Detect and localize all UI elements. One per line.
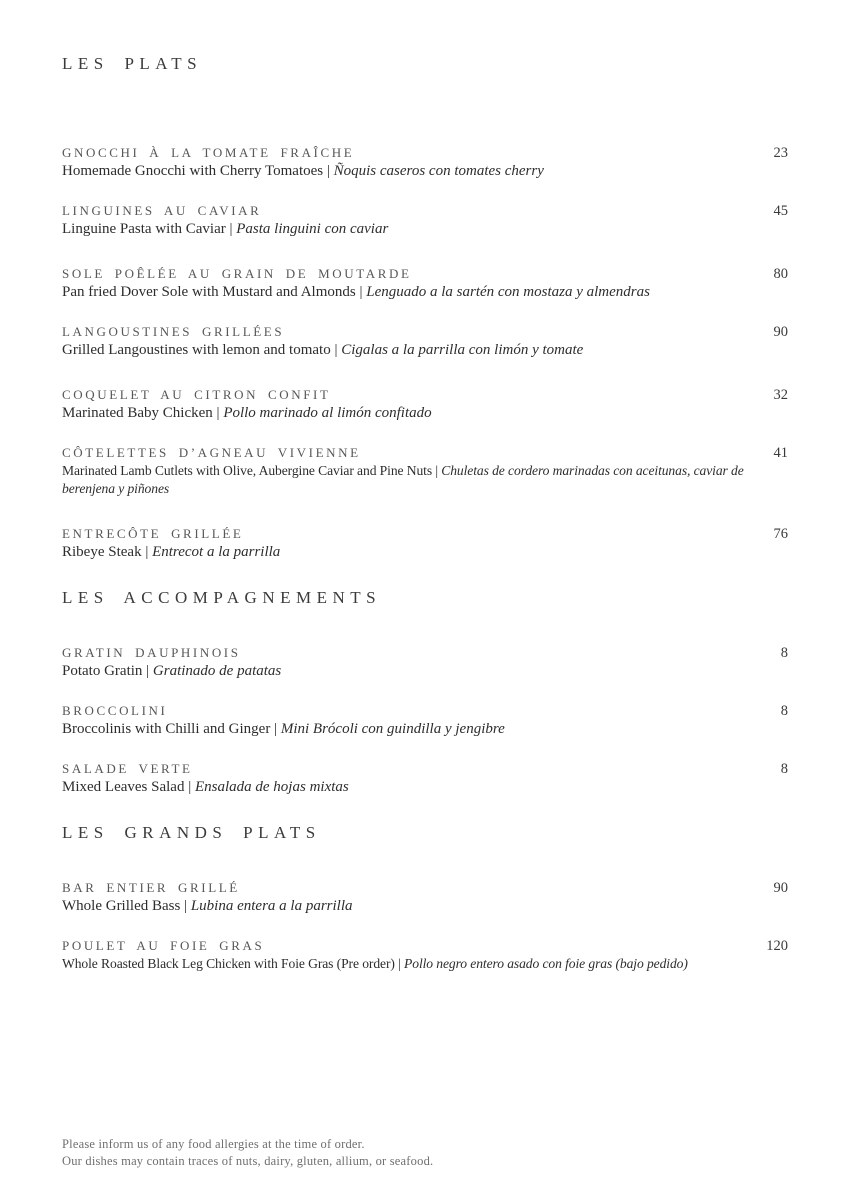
menu-item-price: 8: [780, 761, 788, 777]
menu-item-header: [62, 386, 788, 404]
menu-item-header: [62, 323, 788, 341]
description-separator: |: [432, 463, 442, 478]
menu-item-price: 90: [773, 324, 788, 340]
menu-item-header: [62, 760, 788, 778]
menu-item-description-english: Linguine Pasta with Caviar: [62, 221, 226, 237]
description-separator: |: [142, 663, 153, 679]
menu-item-description-spanish: Pasta linguini con caviar: [236, 221, 389, 237]
menu-item-price: 41: [773, 445, 788, 461]
menu-item-description-english: Marinated Baby Chicken: [62, 405, 213, 421]
menu-item-description-english: Grilled Langoustines with lemon and tomato: [62, 342, 331, 358]
menu-item-description: [62, 404, 752, 422]
menu-item-name: ENTRECÔTE GRILLÉE: [62, 526, 244, 541]
menu-item-description-english: Mixed Leaves Salad: [62, 779, 185, 795]
menu-item: [62, 323, 788, 359]
menu-item-name: POULET AU FOIE GRAS: [62, 938, 265, 953]
menu-item-description: [62, 162, 752, 180]
menu-item: [62, 144, 788, 180]
menu-item-description: [62, 462, 752, 498]
menu-item-description-spanish: Mini Brócoli con guindilla y jengibre: [280, 721, 505, 737]
menu-sections: [62, 54, 788, 973]
menu-item-description-spanish: Cigalas a la parrilla con limón y tomate: [341, 342, 584, 358]
menu-item-header: [62, 937, 788, 955]
description-separator: |: [270, 721, 281, 737]
menu-item-header: [62, 444, 788, 462]
menu-item-description-spanish: Lubina entera a la parrilla: [190, 898, 353, 914]
menu-item-name: LINGUINES AU CAVIAR: [62, 203, 262, 218]
menu-item: [62, 644, 788, 680]
description-separator: |: [330, 342, 342, 358]
menu-item: [62, 879, 788, 915]
menu-item: [62, 525, 788, 561]
menu-section: [62, 54, 788, 561]
menu-item-description-spanish: Ensalada de hojas mixtas: [194, 779, 349, 795]
section-heading: LES GRANDS PLATS: [62, 823, 321, 842]
description-separator: |: [184, 779, 195, 795]
menu-item-name: BAR ENTIER GRILLÉ: [62, 880, 240, 895]
menu-item-group: [62, 144, 788, 238]
menu-item-description-spanish: Pollo marinado al limón confitado: [223, 405, 432, 421]
menu-item-header: [62, 144, 788, 162]
menu-section: [62, 823, 788, 973]
description-separator: |: [225, 221, 237, 237]
menu-item-price: 45: [773, 203, 788, 219]
menu-item-group: [62, 525, 788, 561]
menu-item-header: [62, 879, 788, 897]
menu-item: [62, 265, 788, 301]
menu-item-description-english: Whole Roasted Black Leg Chicken with Foie Gras (Pre order): [62, 956, 395, 971]
menu-item-header: [62, 202, 788, 220]
menu-item-description: [62, 662, 752, 680]
menu-item-description-english: Ribeye Steak: [62, 544, 142, 560]
menu-item-description-english: Marinated Lamb Cutlets with Olive, Aubergine Caviar and Pine Nuts: [62, 463, 433, 478]
description-separator: |: [323, 163, 334, 179]
menu-item-description: [62, 543, 752, 561]
menu-item: [62, 202, 788, 238]
menu-item-description-english: Broccolinis with Chilli and Ginger: [62, 721, 271, 737]
menu-item-price: 32: [773, 387, 788, 403]
menu-item-name: SALADE VERTE: [62, 761, 193, 776]
menu-item-description-spanish: Pollo negro entero asado con foie gras (bajo pedido): [404, 956, 688, 971]
menu-item-description: [62, 283, 752, 301]
menu-item-price: 76: [773, 526, 788, 542]
menu-item-name: GNOCCHI À LA TOMATE FRAÎCHE: [62, 145, 355, 160]
menu-item-price: 23: [773, 145, 788, 161]
menu-item-description-english: Homemade Gnocchi with Cherry Tomatoes: [62, 163, 324, 179]
menu-item-description-spanish: Ñoquis caseros con tomates cherry: [333, 163, 544, 179]
description-separator: |: [180, 898, 191, 914]
menu-item-price: 8: [780, 703, 788, 719]
menu-item-header: [62, 265, 788, 283]
menu-item-description-english: Whole Grilled Bass: [62, 898, 181, 914]
menu-item-header: [62, 525, 788, 543]
menu-item: [62, 760, 788, 796]
menu-item-name: BROCCOLINI: [62, 703, 168, 718]
allergy-notice-line1: Please inform us of any food allergies at the time of order.: [62, 1137, 365, 1151]
menu-item-header: [62, 702, 788, 720]
menu-item-description: [62, 955, 752, 973]
menu-item-description: [62, 341, 752, 359]
menu-item-description-spanish: Chuletas de cordero marinadas con aceitunas, caviar de berenjena y piñones: [62, 463, 744, 496]
menu-item-price: 90: [773, 880, 788, 896]
menu-item-description-spanish: Gratinado de patatas: [152, 663, 282, 679]
menu-item: [62, 937, 788, 973]
menu-section: [62, 588, 788, 796]
section-heading: LES PLATS: [62, 54, 203, 73]
menu-item-name: LANGOUSTINES GRILLÉES: [62, 324, 285, 339]
allergy-notice: [62, 1136, 433, 1170]
menu-item-group: [62, 644, 788, 796]
menu-item-description-english: Pan fried Dover Sole with Mustard and Almonds: [62, 284, 356, 300]
menu-item-header: [62, 644, 788, 662]
menu-item-description-spanish: Entrecot a la parrilla: [152, 544, 281, 560]
menu-item-description: [62, 220, 752, 238]
description-separator: |: [394, 956, 405, 971]
menu-item: [62, 702, 788, 738]
menu-item-description: [62, 778, 752, 796]
menu-item-group: [62, 879, 788, 973]
menu-item-group: [62, 265, 788, 359]
menu-item-name: SOLE POÊLÉE AU GRAIN DE MOUTARDE: [62, 266, 412, 281]
menu-item-description: [62, 720, 752, 738]
description-separator: |: [212, 405, 224, 421]
menu-item: [62, 444, 788, 498]
allergy-notice-line2: Our dishes may contain traces of nuts, dairy, gluten, allium, or seafood.: [62, 1154, 434, 1168]
menu-item-name: COQUELET AU CITRON CONFIT: [62, 387, 331, 402]
menu-item-group: [62, 386, 788, 498]
menu-item-name: GRATIN DAUPHINOIS: [62, 645, 241, 660]
menu-item-price: 120: [766, 938, 788, 954]
menu-item: [62, 386, 788, 422]
menu-item-description-spanish: Lenguado a la sartén con mostaza y almendras: [366, 284, 650, 300]
menu-item-name: CÔTELETTES D’AGNEAU VIVIENNE: [62, 445, 361, 460]
description-separator: |: [141, 544, 153, 560]
menu-item-description-english: Potato Gratin: [62, 663, 143, 679]
section-heading: LES ACCOMPAGNEMENTS: [62, 588, 382, 607]
menu-item-description: [62, 897, 752, 915]
description-separator: |: [355, 284, 367, 300]
menu-item-price: 8: [780, 645, 788, 661]
menu-item-price: 80: [773, 266, 788, 282]
